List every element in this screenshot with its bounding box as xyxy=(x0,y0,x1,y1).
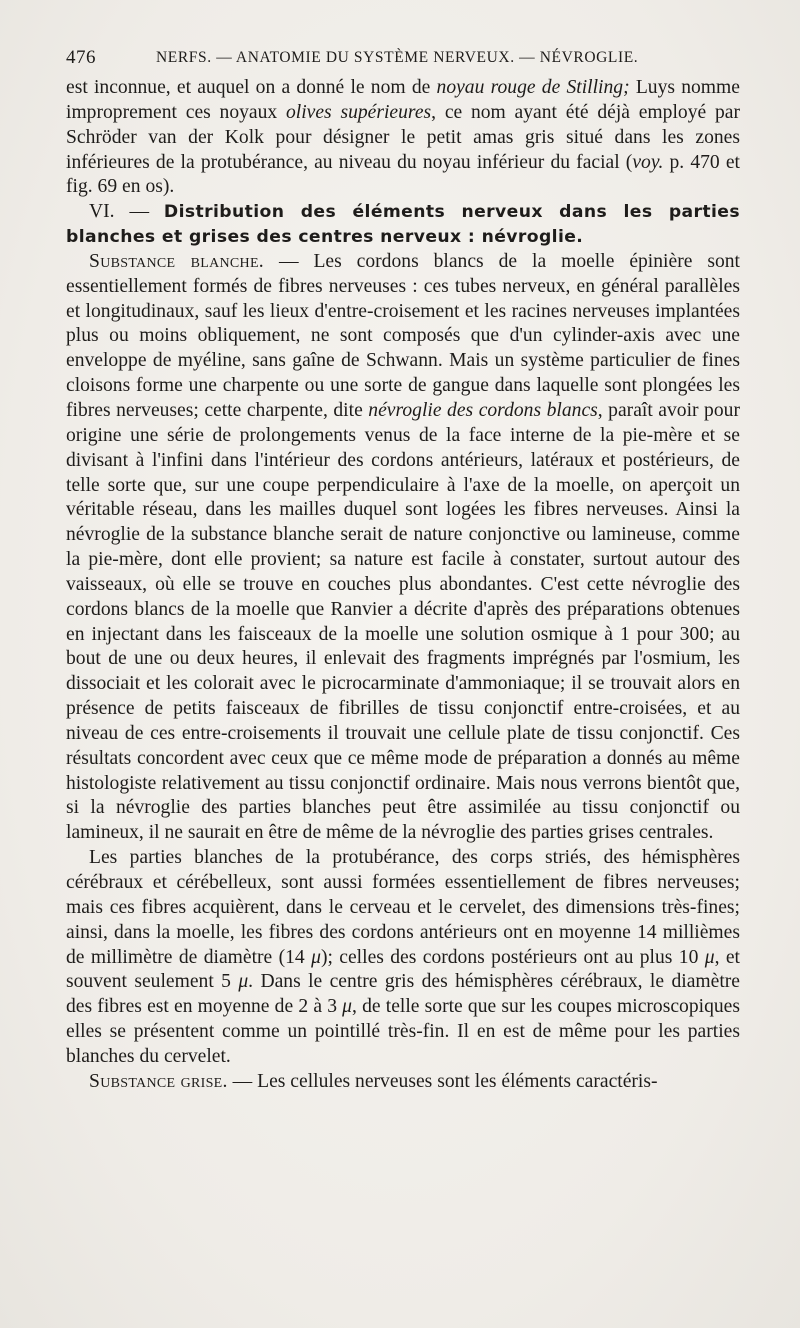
text-run: — Les cordons blancs de la moelle épinière sont essentiellement formés de fibres nerveuses : ces tubes nerveux, en général parallèles et longitudinaux, sauf les lieux d'entre-croisement et les racines nerveuses implantées plus ou moins obliquement, ne sont composés que d'un cylinder-axis avec une enveloppe de myéline, sans gaîne de Schwann. Mais un système particulier de fines cloisons forme une charpente ou une sorte de gangue dans laquelle sont plongées les fibres nerveuses; cette charpente, dite xyxy=(66,250,740,421)
text-run: , paraît avoir pour origine une série de prolongements venus de la face interne de la pie-mère et se divisant à l'infini dans l'intérieur des cordons antérieurs, latéraux et postérieurs, de telle sorte que, sur une coupe perpendiculaire à l'axe de la moelle, on aperçoit un véritable réseau, dans les mailles duquel sont logées les fibres nerveuses. Ainsi la névroglie de la substance blanche serait de nature conjonctive ou lamineuse, comme la pie-mère, dont elle provient; sa nature est facile à constater, surtout autour des vaisseaux, où elle se trouve en couches plus abondantes. C'est cette névroglie des cordons blancs de la moelle que Ranvier a décrite d'après des préparations obtenues en injectant dans les faisceaux de la moelle une solution osmique à 1 pour 300; au bout de une ou deux heures, il enlevait des fragments imprégnés par l'osmium, les dissociait et les colorait avec le picrocarminate d'ammoniaque; il se trouvait alors en présence de petits faisceaux de fibrilles de tissu conjonctif entre-croisées, et au niveau de ces entre-croisements il trouvait une cellule plate de tissu conjonctif. Ces résultats concordent avec ceux que ce même mode de préparation a donnés au même histologiste relativement au tissu conjonctif ordinaire. Mais nous verrons bientôt que, si la névroglie des parties blanches peut être assimilée au tissu conjonctif ou lamineux, il ne saurait en être de même de la névroglie des parties grises centrales. xyxy=(66,399,740,844)
italic-text: noyau rouge de Stilling; xyxy=(436,77,630,98)
text-run: , ce nom ayant été déjà employé par Schröder van der Kolk pour désigner le petit amas gris situé dans les zones inférieures de la protubérance, au niveau du noyau inférieur du facial ( xyxy=(66,101,740,173)
running-header xyxy=(66,47,740,71)
micron-symbol: μ xyxy=(311,946,321,968)
text-run: Luys nomme improprement ces noyaux xyxy=(66,77,740,123)
page-number: 476 xyxy=(66,47,96,68)
section-title: Distribution des éléments nerveux dans les parties blanches et grises des centres nerveux : névroglie. xyxy=(66,202,740,248)
running-title: NERFS. — ANATOMIE DU SYSTÈME NERVEUX. — NÉVROGLIE. xyxy=(156,49,639,66)
micron-symbol: μ xyxy=(342,996,353,1018)
section-number: VI. — xyxy=(89,201,164,223)
paragraph-parties-blanches xyxy=(66,846,740,1070)
text-run: . Dans le centre gris des hémisphères cérébraux, le diamètre des fibres est en moyenne de 2 à 3 xyxy=(66,971,740,1018)
run-in-label: Substance grise. xyxy=(89,1070,228,1092)
text-run: est inconnue, et auquel on a donné le nom de xyxy=(66,77,437,98)
paragraph-substance-grise xyxy=(66,1070,740,1095)
run-in-label: Substance blanche. xyxy=(89,250,265,272)
paragraph-substance-blanche xyxy=(66,250,740,846)
paragraph-continuation xyxy=(66,76,740,200)
micron-symbol: μ xyxy=(704,946,715,968)
italic-text: voy. xyxy=(632,151,664,173)
text-run: p. 470 et fig. 69 en os). xyxy=(66,151,740,198)
text-run: , de telle sorte que sur les coupes microscopiques elles se présentent comme un pointillé très-fin. Il en est de même pour les parties blanches du cervelet. xyxy=(66,996,741,1067)
text-run: , et souvent seulement 5 xyxy=(66,946,740,993)
italic-text: névroglie des cordons blancs xyxy=(368,399,598,421)
body-text xyxy=(66,76,740,1095)
micron-symbol: μ xyxy=(238,971,249,993)
text-run: Les parties blanches de la protubérance, des corps striés, des hémisphères cérébraux et cérébelleux, sont aussi formées essentiellement de fibres nerveuses; mais ces fibres acquièrent, dans le cerveau et le cervelet, des dimensions très-fines; ainsi, dans la moelle, les fibres des cordons antérieurs ont en moyenne 14 millièmes de millimètre de diamètre (14 xyxy=(66,847,740,968)
text-run: — Les cellules nerveuses sont les éléments caractéris- xyxy=(227,1070,658,1092)
italic-text: olives supérieures xyxy=(285,101,432,123)
section-heading xyxy=(66,200,740,250)
text-run: ); celles des cordons postérieurs ont au plus 10 xyxy=(320,946,705,968)
